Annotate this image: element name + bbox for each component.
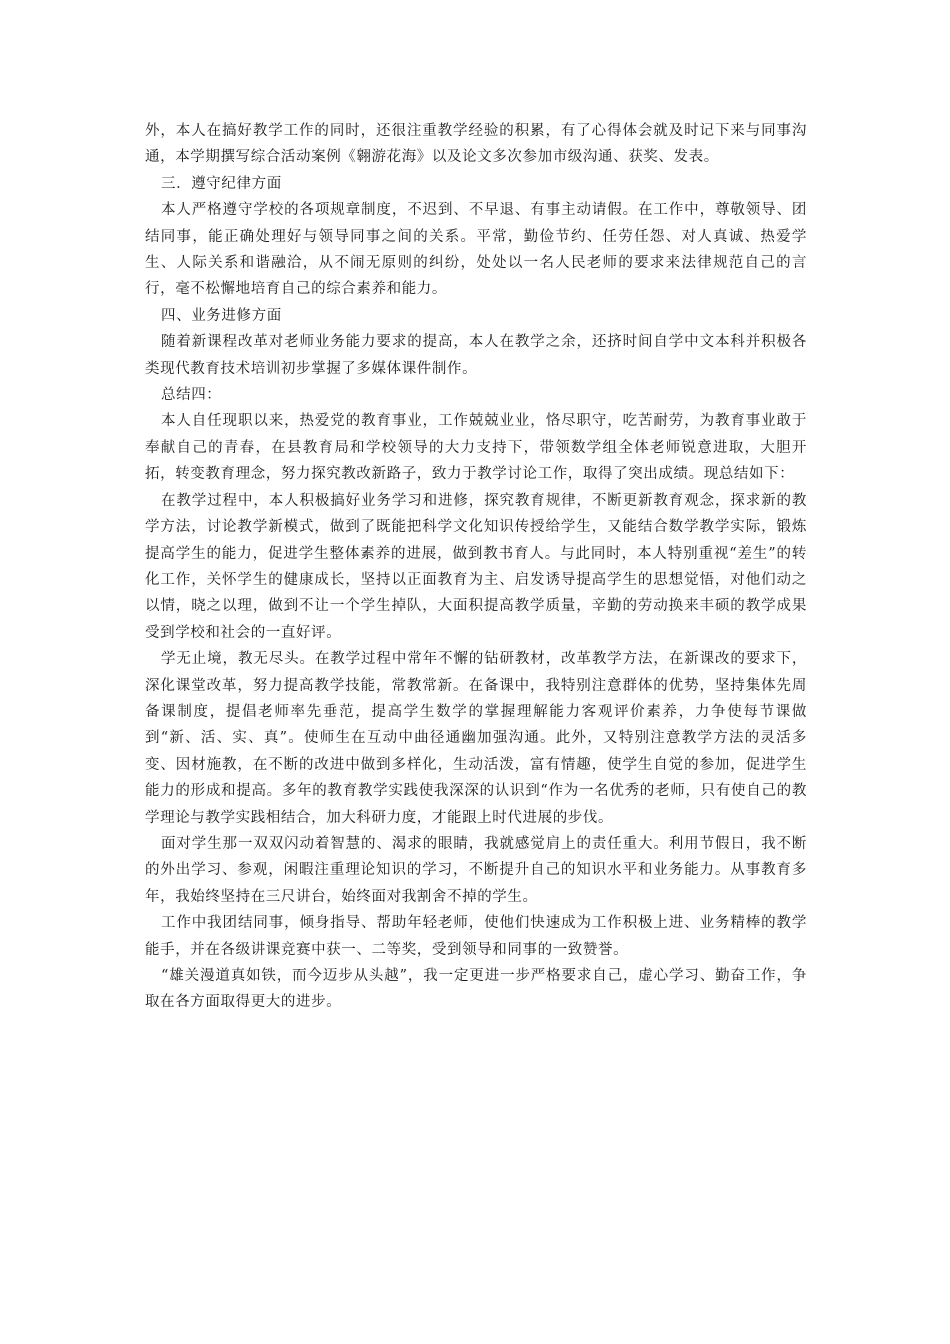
paragraph-colleagues: 工作中我团结同事，倾身指导、帮助年轻老师，使他们快速成为工作积极上进、业务精棒的教学能手，并在各级讲课竞赛中获一、二等奖，受到领导和同事的一致赞誉。 (145, 915, 807, 958)
section-heading-discipline: 三．遵守纪律方面 (161, 175, 282, 192)
document-page (145, 118, 807, 1016)
paragraph-summary-intro: 本人自任现职以来，热爱党的教育事业，工作兢兢业业，恪尽职守，吃苦耐劳，为教育事业敢于奉献自己的青春，在县教育局和学校领导的大力支持下，带领数学组全体老师锐意进取，大胆开拓，转变教育理念，努力探究教改新路子，致力于教学讨论工作，取得了突出成绩。现总结如下： (145, 413, 807, 483)
paragraph-training: 随着新课程改革对老师业务能力要求的提高，本人在教学之余，还挤时间自学中文本科并积极各类现代教育技术培训初步掌握了多媒体课件制作。 (145, 334, 807, 377)
paragraph-continuation: 外，本人在搞好教学工作的同时，还很注重教学经验的积累，有了心得体会就及时记下来与同事沟通，本学期撰写综合活动案例《翱游花海》以及论文多次参加市级沟通、获奖、发表。 (145, 123, 807, 166)
paragraph-responsibility: 面对学生那一双双闪动着智慧的、渴求的眼睛，我就感觉肩上的责任重大。利用节假日，我不断的外出学习、参观，闲暇注重理论知识的学习，不断提升自己的知识水平和业务能力。从事教育多年，我始终坚持在三尺讲台，始终面对我割舍不掉的学生。 (145, 835, 807, 905)
section-heading-summary-four: 总结四： (161, 387, 222, 404)
paragraph-endless-learning: 学无止境，教无尽头。在教学过程中常年不懈的钻研教材，改革教学方法，在新课改的要求下，深化课堂改革，努力提高教学技能，常教常新。在备课中，我特别注意群体的优势，坚持集体先周备课制度，提倡老师率先垂范，提高学生数学的掌握理解能力客观评价素养，力争使每节课做到“新、活、实、真”。使师生在互动中曲径通幽加强沟通。此外，又特别注意教学方法的灵活多变、因材施教，在不断的改进中做到多样化，生动活泼，富有情趣，使学生自觉的参加，促进学生能力的形成和提高。多年的教育教学实践使我深深的认识到“作为一名优秀的老师，只有使自己的教学理论与教学实践相结合，加大科研力度，才能跟上时代进展的步伐。 (145, 651, 807, 826)
paragraph-discipline: 本人严格遵守学校的各项规章制度，不迟到、不早退、有事主动请假。在工作中，尊敬领导、团结同事，能正确处理好与领导同事之间的关系。平常，勤俭节约、任劳任怨、对人真诚、热爱学生、人际关系和谐融洽，从不闹无原则的纠纷，处处以一名人民老师的要求来法律规范自己的言行，毫不松懈地培育自己的综合素养和能力。 (145, 202, 807, 298)
section-heading-training: 四、业务进修方面 (161, 307, 282, 324)
paragraph-teaching-process: 在教学过程中，本人积极搞好业务学习和进修，探究教育规律，不断更新教育观念，探求新的教学方法，讨论教学新模式，做到了既能把科学文化知识传授给学生，又能结合数学教学实际，锻炼提高学生的能力，促进学生整体素养的进展，做到教书育人。与此同时，本人特别重视“差生”的转化工作，关怀学生的健康成长，坚持以正面教育为主、启发诱导提高学生的思想觉悟，对他们动之以情，晓之以理，做到不让一个学生掉队，大面积提高教学质量，辛勤的劳动换来丰硕的教学成果受到学校和社会的一直好评。 (145, 492, 807, 641)
paragraph-closing: “雄关漫道真如铁，而今迈步从头越”，我一定更进一步严格要求自己，虚心学习、勤奋工作，争取在各方面取得更大的进步。 (145, 968, 807, 1011)
